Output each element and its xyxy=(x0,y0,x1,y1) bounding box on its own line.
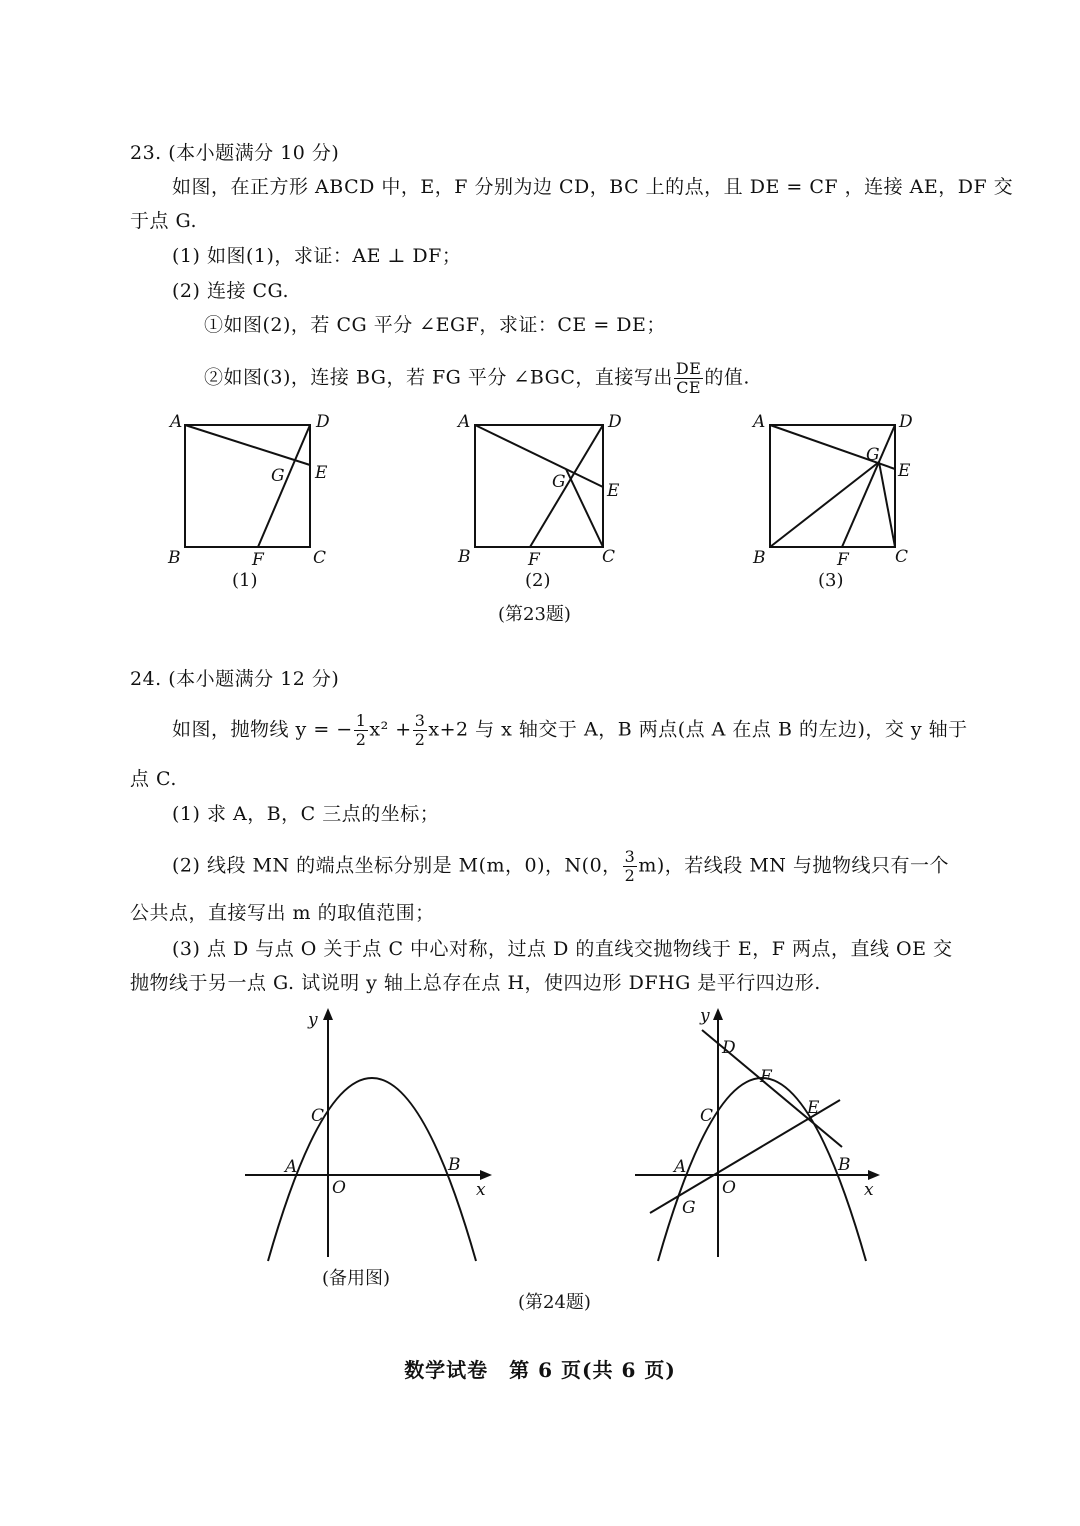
segment-df xyxy=(530,425,603,547)
label-o: O xyxy=(722,1178,736,1198)
q23-heading: 23. (本小题满分 10 分) xyxy=(130,142,340,164)
label-g: G xyxy=(682,1198,696,1218)
q23-caption-3: (3) xyxy=(818,570,844,591)
label-f: F xyxy=(528,550,540,570)
q24-part2-text-a: (2) 线段 MN 的端点坐标分别是 M(m，0)，N(0， xyxy=(172,854,622,877)
label-a: A xyxy=(753,412,766,432)
square-abcd xyxy=(770,425,895,547)
label-e: E xyxy=(898,461,911,481)
label-c: C xyxy=(313,548,327,568)
label-f: F xyxy=(837,550,849,570)
parabola-curve xyxy=(268,1078,476,1261)
page-footer: 数学试卷 第 6 页(共 6 页) xyxy=(404,1358,676,1382)
q24-backup-caption: (备用图) xyxy=(322,1268,391,1289)
label-c: C xyxy=(311,1106,325,1126)
q24-fraction-3-numerator: 3 xyxy=(624,847,636,866)
label-b: B xyxy=(753,548,766,568)
label-e: E xyxy=(315,463,328,483)
label-e: E xyxy=(607,481,620,501)
label-a: A xyxy=(285,1157,298,1177)
label-d: D xyxy=(722,1038,736,1058)
q24-stem-text-b: x² + xyxy=(369,718,412,741)
segment-cg xyxy=(566,469,603,547)
q24-fraction-1 xyxy=(354,712,369,749)
q24-fraction-2 xyxy=(413,712,428,749)
label-d: D xyxy=(316,412,330,432)
square-abcd xyxy=(475,425,603,547)
q23-part2: (2) 连接 CG. xyxy=(172,280,290,302)
label-b: B xyxy=(458,547,471,567)
x-axis-arrow-icon xyxy=(480,1170,492,1180)
label-c: C xyxy=(602,547,616,567)
label-y: y xyxy=(700,1006,710,1026)
q24-part1: (1) 求 A，B，C 三点的坐标； xyxy=(172,803,440,825)
x-axis-arrow-icon xyxy=(868,1170,880,1180)
q23-sub2-text-before: ②如图(3)，连接 BG，若 FG 平分 ∠BGC，直接写出 xyxy=(204,366,673,389)
q24-part2 xyxy=(172,848,949,885)
q24-fraction-1-denominator: 2 xyxy=(355,730,367,749)
parabola-curve xyxy=(658,1078,866,1261)
q23-fraction xyxy=(674,360,704,397)
label-b: B xyxy=(168,548,181,568)
q24-fraction-3 xyxy=(623,848,638,885)
q23-fraction-denominator: CE xyxy=(676,378,702,397)
q24-stem-text-c: x+2 与 x 轴交于 A，B 两点(点 A 在点 B 的左边)，交 y 轴于 xyxy=(428,718,968,741)
q24-stem-text-a: 如图，抛物线 y = − xyxy=(172,718,353,741)
label-y: y xyxy=(308,1010,318,1030)
q23-part2-sub2 xyxy=(204,360,750,397)
q24-part2-text-b: m)，若线段 MN 与抛物线只有一个 xyxy=(638,854,949,877)
label-d: D xyxy=(608,412,622,432)
q23-part2-sub1: ①如图(2)，若 CG 平分 ∠EGF，求证：CE = DE； xyxy=(204,314,666,336)
label-a: A xyxy=(170,412,183,432)
segment-bg xyxy=(770,462,879,547)
label-a: A xyxy=(674,1157,687,1177)
q24-heading: 24. (本小题满分 12 分) xyxy=(130,668,340,690)
q24-main-figure xyxy=(630,1005,890,1270)
label-f: F xyxy=(760,1067,772,1087)
y-axis-arrow-icon xyxy=(323,1008,333,1020)
label-b: B xyxy=(448,1155,461,1175)
q24-fraction-1-numerator: 1 xyxy=(355,711,367,730)
label-c: C xyxy=(700,1106,714,1126)
segment-df xyxy=(258,425,310,547)
q23-figure-2 xyxy=(450,405,650,580)
q24-part3-line1: (3) 点 D 与点 O 关于点 C 中心对称，过点 D 的直线交抛物线于 E，F 两点，直线 OE 交 xyxy=(172,938,953,960)
q24-stem-line2: 点 C. xyxy=(130,768,177,790)
segment-ae xyxy=(185,425,310,465)
q24-stem-line1 xyxy=(172,712,968,749)
q24-fraction-3-denominator: 2 xyxy=(624,866,636,885)
q24-fraction-2-denominator: 2 xyxy=(414,730,426,749)
label-a: A xyxy=(458,412,471,432)
label-c: C xyxy=(895,547,909,567)
label-g: G xyxy=(552,472,566,492)
label-e: E xyxy=(807,1098,820,1118)
q23-sub2-text-after: 的值. xyxy=(704,366,750,389)
label-x: x xyxy=(864,1180,874,1200)
label-o: O xyxy=(332,1178,346,1198)
q23-fraction-numerator: DE xyxy=(675,359,702,378)
q24-part3-line2: 抛物线于另一点 G. 试说明 y 轴上总存在点 H，使四边形 DFHG 是平行四边形. xyxy=(130,972,821,994)
label-g: G xyxy=(866,445,880,465)
label-b: B xyxy=(838,1155,851,1175)
q23-caption-1: (1) xyxy=(232,570,258,591)
q23-figure-3 xyxy=(745,405,945,580)
q24-fraction-2-numerator: 3 xyxy=(414,711,426,730)
y-axis-arrow-icon xyxy=(713,1008,723,1020)
segment-cg xyxy=(879,462,895,547)
label-g: G xyxy=(271,466,285,486)
q23-caption-2: (2) xyxy=(525,570,551,591)
label-d: D xyxy=(899,412,913,432)
q23-stem-line1: 如图，在正方形 ABCD 中，E，F 分别为边 CD，BC 上的点，且 DE = CF ，连接 AE，DF 交 xyxy=(172,176,1014,198)
segment-df xyxy=(842,425,895,547)
q23-part1: (1) 如图(1)，求证：AE ⊥ DF； xyxy=(172,245,462,267)
square-abcd xyxy=(185,425,310,547)
label-x: x xyxy=(476,1180,486,1200)
q23-figure-1 xyxy=(160,405,360,580)
q23-stem-line2: 于点 G. xyxy=(130,210,198,232)
q24-part2-line2: 公共点，直接写出 m 的取值范围； xyxy=(130,902,435,924)
q23-group-caption: (第23题) xyxy=(498,604,571,625)
q24-group-caption: (第24题) xyxy=(518,1292,591,1313)
label-f: F xyxy=(252,550,264,570)
q24-backup-figure xyxy=(240,1005,500,1270)
